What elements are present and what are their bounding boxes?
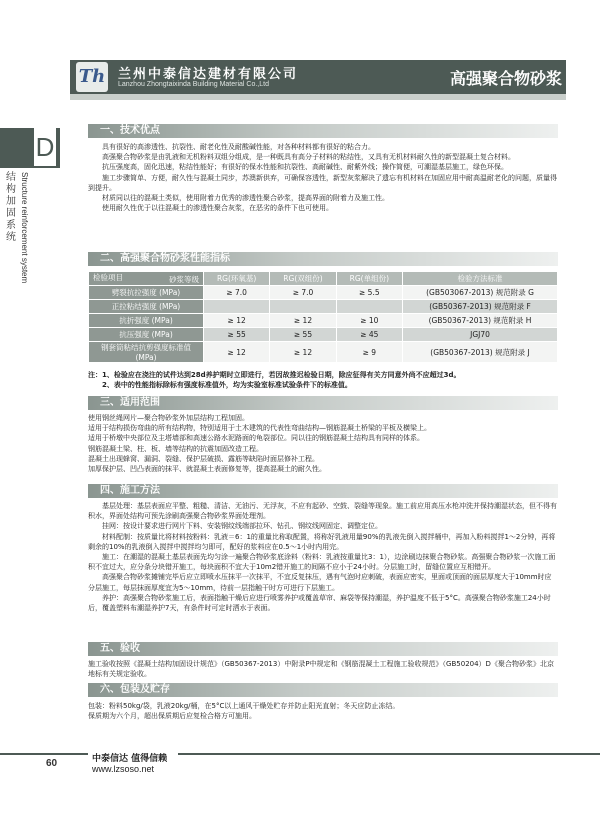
paragraph: 材质同以往的混凝土类似，使用附着力优秀的渗透性聚合砂浆，提高界面的附着力及施工性。	[102, 194, 389, 203]
table-corner-cell	[89, 272, 204, 286]
cell: ≥ 12	[270, 342, 336, 363]
column-header: 检验方法标准	[403, 272, 558, 286]
side-tab-title-en: Structure reinforcement system	[20, 172, 29, 284]
cell	[204, 300, 270, 314]
footer-url: www.lzsoso.net	[92, 764, 155, 774]
cell: JGJ70	[403, 328, 558, 342]
section-body-scope	[88, 413, 558, 474]
cell: ≥ 9	[336, 342, 402, 363]
section-header-method	[88, 484, 558, 498]
paragraph: 抗压强度高，固化迅速，粘结性能好；有很好的保水性能和抗裂性、高耐碱性、耐紫外线；操作简便，可潮湿基层施工，绿色环保。	[102, 163, 508, 172]
page-title: 高强聚合物砂浆	[449, 69, 562, 88]
cell: (GB50367-2013) 规范附录 F	[403, 300, 558, 314]
cell: ≥ 7.0	[270, 286, 336, 300]
paragraph: 高强聚合物砂浆是由乳液和无机粉料双组分组成，是一种既具有高分子材料的粘结性，又具有无机材料耐久性的新型混凝土复合材料。	[102, 153, 515, 162]
page-number: 60	[46, 758, 58, 769]
paragraph: 施工：在潮湿的混凝土基层表面先均匀涂一遍聚合物砂浆底涂料（粉料：乳液按重量比3：1），边涂刷边抹聚合物砂浆。高强聚合物砂浆一次施工面积不宜过大，应分条分块错开施工，每块面积不宜大于10m2错开施工的间隔不应小于24小时。分层施工时，留缝位置应互相错开。	[88, 553, 556, 572]
section-title: 四、施工方法	[100, 485, 160, 496]
row-item: 抗压强度 (MPa)	[89, 328, 204, 342]
side-tab-title-cn: 结构加固系统	[6, 172, 16, 243]
paragraph: 保质期为六个月，超出保质期后应复检合格方可施用。	[88, 712, 256, 721]
table-header-row	[89, 272, 558, 286]
cell: (GB503067-2013) 规范附录 G	[403, 286, 558, 300]
paragraph: 使用钢丝绳网片—聚合物砂浆外加层结构工程加固。	[88, 414, 249, 422]
row-item: 正拉粘结强度 (MPa)	[89, 300, 204, 314]
grade-label: 砂浆等级	[169, 275, 199, 284]
cell: ≥ 12	[204, 342, 270, 363]
header-band	[70, 94, 566, 100]
cell: ≥ 5.5	[336, 286, 402, 300]
section-body-acceptance	[88, 659, 558, 679]
column-header: RG(单组份)	[336, 272, 402, 286]
table-row	[89, 286, 558, 300]
row-item: 劈裂抗拉强度 (MPa)	[89, 286, 204, 300]
paragraph: 挂网：按设计要求进行网片下料、安装钢纹线端部拉环、钻孔、钢纹线网固定、调整定位。	[102, 522, 382, 531]
cell: ≥ 45	[336, 328, 402, 342]
company-name-cn: 兰州中泰信达建材有限公司	[118, 67, 299, 82]
spec-table	[88, 271, 558, 363]
section-header-specs	[88, 252, 558, 266]
company-name-en: Lanzhou Zhongtaixinda Building Material Co.,Ltd	[118, 81, 269, 88]
cell: ≥ 10	[336, 314, 402, 328]
cell	[270, 300, 336, 314]
side-tab-letter: D	[34, 128, 56, 166]
section-title: 五、验收	[100, 643, 140, 654]
section-body-packaging	[88, 701, 558, 721]
note: 2、表中的性能指标除标有强度标准值外，均为实验室标准试验条件下的标准值。	[102, 381, 352, 389]
table-row	[89, 314, 558, 328]
paragraph: 具有很好的高渗透性、抗裂性、耐老化性及耐酸碱性能，对各种材料都有很好的粘合力。	[102, 143, 375, 151]
section-title: 六、包装及贮存	[100, 684, 170, 695]
table-row	[89, 300, 558, 314]
cell	[336, 300, 402, 314]
item-label: 检验项目	[93, 273, 123, 282]
paragraph: 使用耐久性优于以往混凝土的渗透性聚合灰浆，在恶劣的条件下也可使用。	[102, 204, 333, 213]
table-notes	[88, 370, 558, 390]
section-title: 二、高强聚合物砂浆性能指标	[100, 253, 230, 264]
section-title: 三、适用范围	[100, 397, 160, 408]
section-body-method	[88, 501, 558, 613]
paragraph: 适用于桥墩中央部位及主塔墙部和高速公路水泥路面的龟裂部位。同以往的钢筋混凝土结构具有同样的体系。	[88, 434, 424, 443]
cell: ≥ 12	[270, 314, 336, 328]
section-body-advantages	[88, 142, 558, 213]
row-item: 抗折强度 (MPa)	[89, 314, 204, 328]
company-logo: Th	[76, 62, 108, 92]
cell: (GB50367-2013) 规范附录 J	[403, 342, 558, 363]
section-title: 一、技术优点	[100, 125, 160, 136]
note: 注：1、检验应在浇注的试件达到28d养护期时立即进行，若因故推迟检验日期，除应征得有关方同意外尚不应超过3d。	[88, 371, 461, 379]
paragraph: 加厚保护层、凹凸表面的抹平、就混凝土表面修复等，提高混凝土的耐久性。	[88, 465, 326, 474]
paragraph: 养护：高强聚合物砂浆施工后，表面指触干燥后应进行喷雾养护或覆盖草帘、麻袋等保持潮湿，养护温度不低于5°C。高强聚合物砂浆施工24小时后，覆盖塑料布潮湿养护7天，有条件时可定时洒水于表面。	[88, 593, 551, 613]
paragraph: 钢筋混凝土梁、柱、板、墙等结构的抗震加固改造工程。	[88, 444, 263, 453]
column-header: RG(环氧基)	[204, 272, 270, 286]
table-row	[89, 328, 558, 342]
cell: (GB50367-2013) 规范附录 H	[403, 314, 558, 328]
paragraph: 适用于结构损伤弯曲的所有结构物，特别适用于土木建筑的代表性弯曲结构—钢筋混凝土桥梁的平板及横梁上。	[88, 424, 431, 433]
paragraph: 基层处理：基层表面应平整、粗糙、清洁、无油污、无浮灰，不应有起砂、空鼓、裂缝等现象。施工前应用高压水枪冲洗并保持潮湿状态，但不得有积水，界面处结构可预先涂刷高强聚合物砂浆界面处理剂。	[88, 502, 557, 521]
table-row	[89, 342, 558, 363]
paragraph: 材料配制：按质量比将材料按粉料：乳液＝6：1的重量比称取配置，将称好乳液用量90%的乳液先倒入搅拌桶中，再加入粉料搅拌1～2分钟，再将剩余的10%的乳液倒入搅拌中搅拌均匀即可，配好的浆料应在0.5～1小时内用完。	[88, 532, 556, 551]
section-header-acceptance	[88, 642, 558, 656]
paragraph: 混凝土出现蜂窝、漏洞、裂缝、保护层破损、露筋等缺陷时面层修补工程。	[88, 454, 319, 463]
column-header: RG(双组份)	[270, 272, 336, 286]
section-header-scope	[88, 396, 558, 410]
paragraph: 包装：粉料50kg/袋，乳液20kg/桶，在5°C以上通风干燥处贮存并防止阳光直射；冬天应防止冻结。	[88, 702, 400, 710]
paragraph: 高强聚合物砂浆摊铺完毕后应立即喷水压抹平一次抹平，不宜反复抹压，遇有气泡时应刺破，表面应密实，里面或顶面的面层厚度大于10mm时应分层施工，每层抹面厚度宜为5～10mm，待前一层指触干时方可进行下层施工。	[88, 573, 552, 592]
cell: ≥ 7.0	[204, 286, 270, 300]
cell: ≥ 55	[204, 328, 270, 342]
cell: ≥ 55	[270, 328, 336, 342]
section-header-packaging	[88, 683, 558, 697]
paragraph: 施工验收按照《混凝土结构加固设计规范》（GB50367-2013）中附录P中规定和《钢筋混凝土工程施工验收规范》（GB50204）D《聚合物砂浆》北京地标有关规定验收。	[88, 660, 554, 679]
footer-slogan: 中泰信达 值得信赖	[92, 754, 168, 764]
section-header-advantages	[88, 124, 558, 138]
cell: ≥ 12	[204, 314, 270, 328]
row-item: 钢套筒粘结抗剪强度标准值 (MPa)	[89, 342, 204, 363]
paragraph: 施工步骤简单、方便，耐久性与混凝土同步，苏澳新供弃，可确保容透性，新型灰浆解决了遗忘有机材料在加固应用中耐高温耐老化的问题，质量得到提升。	[88, 173, 557, 192]
